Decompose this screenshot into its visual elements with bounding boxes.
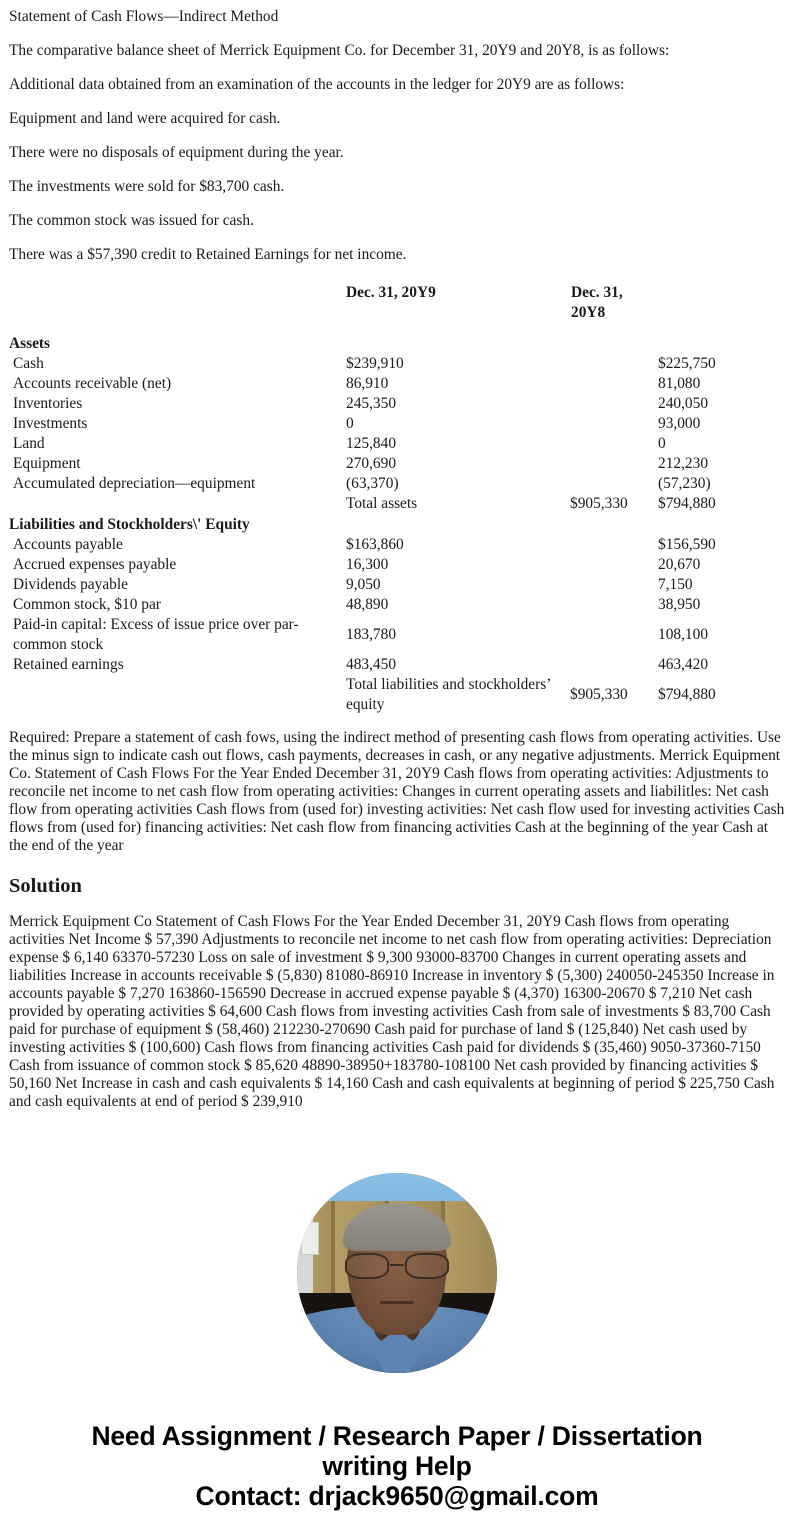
row-label: Accrued expenses payable <box>13 556 177 573</box>
row-value-mid <box>570 394 658 414</box>
table-row <box>9 454 785 474</box>
row-label: Accumulated depreciation—equipment <box>13 475 256 492</box>
row-label: Accounts receivable (net) <box>13 375 172 392</box>
section-heading-assets <box>9 333 785 354</box>
table-row <box>9 474 785 494</box>
row-value-mid <box>570 434 658 454</box>
row-label: Land <box>13 435 45 452</box>
row-value-20y9: 86,910 <box>346 375 389 392</box>
intro-paragraph-5: The investments were sold for $83,700 cash. <box>9 178 285 195</box>
row-label: Dividends payable <box>13 576 128 593</box>
page-title: Statement of Cash Flows—Indirect Method <box>9 8 279 25</box>
photo-lens-left <box>345 1253 389 1279</box>
table-row <box>9 434 785 454</box>
row-value-mid <box>570 595 658 615</box>
photo-glasses-bridge <box>390 1264 405 1266</box>
row-value-20y9: $239,910 <box>346 355 404 372</box>
row-label: Investments <box>13 415 88 432</box>
solution-heading: Solution <box>9 875 82 897</box>
photo-lens-right <box>405 1253 449 1279</box>
row-label: Inventories <box>13 395 83 412</box>
total-assets-20y9: $905,330 <box>570 495 628 512</box>
total-blank <box>9 675 346 715</box>
total-liabilities-20y9: $905,330 <box>570 686 628 703</box>
row-label: Retained earnings <box>13 656 124 673</box>
row-value-20y8: 463,420 <box>658 656 709 673</box>
required-paragraph: Required: Prepare a statement of cash fows, using the indirect method of presenting cash flows from operating activities. Use the minus sign to indicate cash out flows, cash payments, decreases in cash, or any negative adjustments. Merrick Equipment Co. Statement of Cash Flows For the Year Ended December 31, 20Y9 Cash flows from operating activities: Adjustments to reconcile net income to net cash flow from operating activities: Changes in current operating assets and liabilitles: Net cash flow from operating activities Cash flows from (used for) investing activities: Net cash flow used for investing activities Cash flows from (used for) financing activities: Net cash flow from financing activities Cash at the beginning of the year Cash at the end of the year <box>9 729 785 854</box>
table-row <box>9 354 785 374</box>
row-value-20y9: 0 <box>346 415 354 432</box>
intro-paragraph-6: The common stock was issued for cash. <box>9 212 254 229</box>
table-row <box>9 575 785 595</box>
footer-line-3: Contact: drjack9650@gmail.com <box>195 1481 599 1511</box>
row-value-mid <box>570 374 658 394</box>
header-dec31-20y9: Dec. 31, 20Y9 <box>346 284 436 301</box>
intro-paragraph-2: Additional data obtained from an examination of the accounts in the ledger for 20Y9 are as follows: <box>9 76 625 93</box>
portrait-container <box>9 1173 785 1373</box>
row-value-mid <box>570 655 658 675</box>
header-blank <box>9 280 346 333</box>
row-value-20y8: 38,950 <box>658 596 701 613</box>
header-blank-2 <box>658 280 785 333</box>
row-value-mid <box>570 414 658 434</box>
table-row <box>9 414 785 434</box>
total-assets-20y8: $794,880 <box>658 495 716 512</box>
assets-label: Assets <box>9 335 51 352</box>
intro-paragraph-3: Equipment and land were acquired for cash. <box>9 110 281 127</box>
intro-paragraph-7: There was a $57,390 credit to Retained Earnings for net income. <box>9 246 407 263</box>
row-label: Equipment <box>13 455 81 472</box>
row-value-mid <box>570 535 658 555</box>
table-row <box>9 615 785 655</box>
total-assets-label: Total assets <box>346 495 418 512</box>
row-value-20y8: 81,080 <box>658 375 701 392</box>
table-row <box>9 374 785 394</box>
row-value-mid <box>570 575 658 595</box>
row-value-20y9: 270,690 <box>346 455 397 472</box>
row-value-20y9: 9,050 <box>346 576 381 593</box>
row-value-20y9: $163,860 <box>346 536 404 553</box>
row-value-mid <box>570 474 658 494</box>
intro-paragraph-1: The comparative balance sheet of Merrick Equipment Co. for December 31, 20Y9 and 20Y8, is as follows: <box>9 42 670 59</box>
row-label: Paid-in capital: Excess of issue price over par-common stock <box>13 616 299 653</box>
table-header-row <box>9 280 785 333</box>
footer-line-2: writing Help <box>322 1451 472 1481</box>
row-value-20y9: 183,780 <box>346 626 397 643</box>
row-label: Accounts payable <box>13 536 123 553</box>
row-value-mid <box>570 555 658 575</box>
row-value-mid <box>570 615 658 655</box>
row-value-20y8: $156,590 <box>658 536 716 553</box>
intro-paragraph-4: There were no disposals of equipment during the year. <box>9 144 344 161</box>
liabilities-label: Liabilities and Stockholders\' Equity <box>9 516 250 533</box>
row-value-20y9: 125,840 <box>346 435 397 452</box>
row-value-20y8: 20,670 <box>658 556 701 573</box>
row-value-20y8: 93,000 <box>658 415 701 432</box>
table-row <box>9 595 785 615</box>
row-value-20y9: 48,890 <box>346 596 389 613</box>
total-liabilities-label: Total liabilities and stockholders’ equity <box>346 676 551 713</box>
table-row <box>9 655 785 675</box>
row-value-mid <box>570 454 658 474</box>
row-value-20y9: 245,350 <box>346 395 397 412</box>
total-liabilities-row <box>9 675 785 715</box>
header-dec31-20y8: Dec. 31, 20Y8 <box>571 284 623 321</box>
row-value-20y8: 240,050 <box>658 395 709 412</box>
total-blank <box>9 494 346 514</box>
glasses-icon <box>345 1253 449 1279</box>
row-label: Common stock, $10 par <box>13 596 161 613</box>
table-row <box>9 394 785 414</box>
footer-line-1: Need Assignment / Research Paper / Dissertation <box>91 1421 703 1451</box>
row-value-20y9: (63,370) <box>346 475 399 492</box>
row-value-20y8: 0 <box>658 435 666 452</box>
section-heading-liabilities <box>9 514 785 535</box>
solution-paragraph: Merrick Equipment Co Statement of Cash Flows For the Year Ended December 31, 20Y9 Cash flows from operating activities Net Income $ 57,390 Adjustments to reconcile net income to net cash flow from operating activities: Depreciation expense $ 6,140 63370-57230 Loss on sale of investment $ 9,300 93000-83700 Changes in current operating assets and liabilities Increase in accounts receivable $ (5,830) 81080-86910 Increase in inventory $ (5,300) 240050-245350 Increase in accounts payable $ 7,270 163860-156590 Decrease in accrued expense payable $ (4,370) 16300-20670 $ 7,210 Net cash provided by operating activities $ 64,600 Cash flows from investing activities Cash from sale of investments $ 83,700 Cash paid for purchase of equipment $ (58,460) 212230-270690 Cash paid for purchase of land $ (125,840) Net cash used by investing activities $ (100,600) Cash flows from financing activities Cash paid for dividends $ (35,460) 9050-37360-7150 Cash from issuance of common stock $ 85,620 48890-38950+183780-108100 Net cash provided by financing activities $ 50,160 Net Increase in cash and cash equivalents $ 14,160 Cash and cash equivalents at beginning of period $ 225,750 Cash and cash equivalents at end of period $ 239,910 <box>9 913 775 1110</box>
photo-mouth <box>380 1301 414 1304</box>
row-label: Cash <box>13 355 44 372</box>
balance-sheet-table <box>9 280 785 715</box>
row-value-mid <box>570 354 658 374</box>
row-value-20y8: (57,230) <box>658 475 711 492</box>
row-value-20y8: 212,230 <box>658 455 709 472</box>
total-assets-row <box>9 494 785 514</box>
row-value-20y8: $225,750 <box>658 355 716 372</box>
table-row <box>9 555 785 575</box>
row-value-20y9: 483,450 <box>346 656 397 673</box>
avatar <box>297 1173 497 1373</box>
footer-contact-block <box>9 1421 785 1511</box>
table-row <box>9 535 785 555</box>
row-value-20y8: 7,150 <box>658 576 693 593</box>
row-value-20y8: 108,100 <box>658 626 709 643</box>
total-liabilities-20y8: $794,880 <box>658 686 716 703</box>
row-value-20y9: 16,300 <box>346 556 389 573</box>
